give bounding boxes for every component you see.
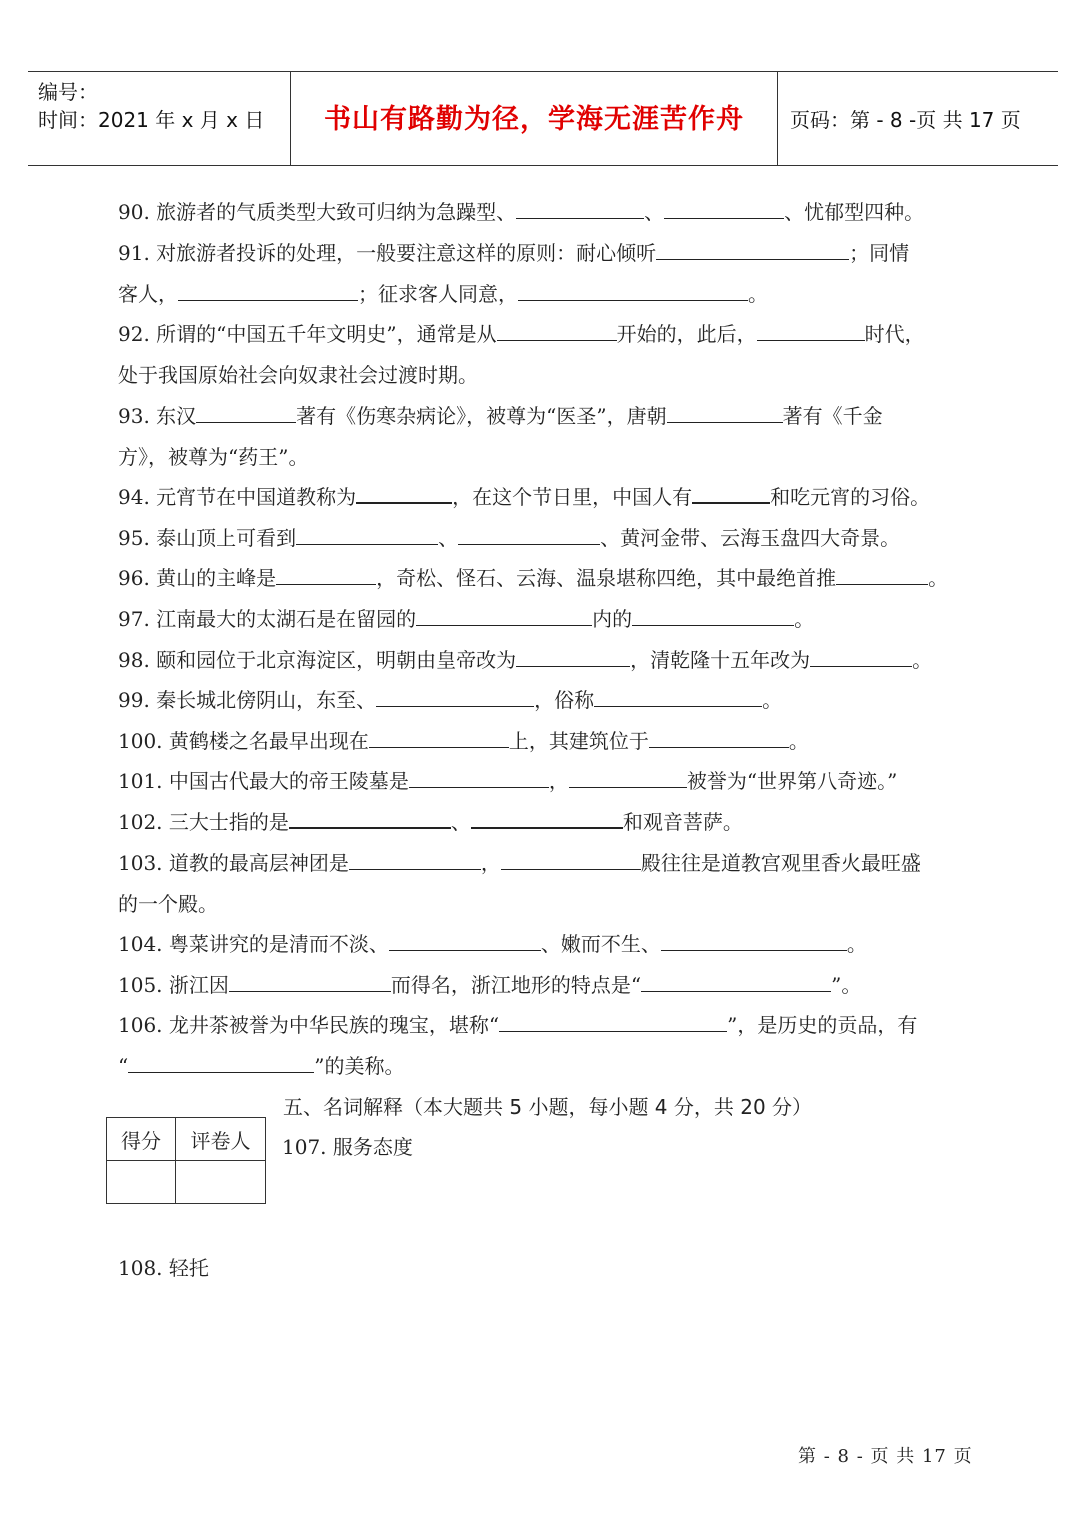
question-108: 108. 轻托 <box>118 1256 209 1280</box>
answer-blank[interactable] <box>389 930 541 951</box>
question-92: 92. 所谓的“中国五千年文明史”，通常是从 开始的，此后， 时代， 处于我国原始社会向奴隶社会过渡时期。 <box>118 322 925 387</box>
answer-blank[interactable] <box>128 1052 314 1073</box>
motto: 书山有路勤为径，学海无涯苦作舟 <box>324 104 744 135</box>
answer-blank[interactable] <box>632 605 794 626</box>
question-106: 106. 龙井茶被誉为中华民族的瑰宝，堪称“ ”，是历史的贡品，有 “ ”的美称。 <box>118 1013 918 1078</box>
answer-blank[interactable] <box>757 320 865 341</box>
question-101: 101. 中国古代最大的帝王陵墓是 ， 被誉为“世界第八奇迹。” <box>118 769 898 793</box>
question-104: 104. 粤菜讲究的是清而不淡、 、嫩而不生、 。 <box>118 932 867 956</box>
answer-blank[interactable] <box>810 646 912 667</box>
section-title: 五、名词解释（本大题共 5 小题，每小题 4 分，共 20 分） <box>283 1095 813 1119</box>
question-96: 96. 黄山的主峰是 ，奇松、怪石、云海、温泉堪称四绝，其中最绝首推 。 <box>118 566 949 590</box>
answer-blank[interactable] <box>196 402 296 423</box>
answer-blank[interactable] <box>649 727 789 748</box>
answer-blank[interactable] <box>376 686 534 707</box>
answer-blank[interactable] <box>349 849 481 870</box>
answer-blank[interactable] <box>664 198 784 219</box>
answer-blank[interactable] <box>594 686 762 707</box>
page-header <box>28 71 1058 166</box>
question-91: 91. 对旅游者投诉的处理，一般要注意这样的原则：耐心倾听 ；同情 客人， ；征求客人同意， 。 <box>118 241 910 306</box>
grader-cell[interactable] <box>176 1161 266 1204</box>
question-94: 94. 元宵节在中国道教称为 ，在这个节日里，中国人有 和吃元宵的习俗。 <box>118 477 988 518</box>
answer-blank[interactable] <box>178 280 358 301</box>
header-left <box>38 78 264 134</box>
time-label: 时间：2021 年 x 月 x 日 <box>38 108 265 132</box>
answer-blank[interactable] <box>692 482 770 504</box>
question-105: 105. 浙江因 而得名，浙江地形的特点是“ ”。 <box>118 973 862 997</box>
answer-blank[interactable] <box>667 402 783 423</box>
question-99: 99. 秦长城北傍阴山，东至、 ，俗称 。 <box>118 688 783 712</box>
answer-blank[interactable] <box>516 198 644 219</box>
answer-blank[interactable] <box>569 767 687 788</box>
answer-blank[interactable] <box>499 1011 727 1032</box>
answer-blank[interactable] <box>641 971 831 992</box>
answer-blank[interactable] <box>661 930 847 951</box>
answer-blank[interactable] <box>516 646 630 667</box>
answer-blank[interactable] <box>518 280 748 301</box>
question-98: 98. 颐和园位于北京海淀区，明朝由皇帝改为 ，清乾隆十五年改为 。 <box>118 648 933 672</box>
grader-header: 评卷人 <box>176 1118 266 1161</box>
answer-blank[interactable] <box>471 807 623 829</box>
answer-blank[interactable] <box>501 849 641 870</box>
answer-blank[interactable] <box>836 564 928 585</box>
score-header: 得分 <box>107 1118 176 1161</box>
answer-blank[interactable] <box>276 564 376 585</box>
answer-blank[interactable] <box>656 239 849 260</box>
score-cell[interactable] <box>107 1161 176 1204</box>
answer-blank[interactable] <box>229 971 391 992</box>
answer-blank[interactable] <box>369 727 509 748</box>
answer-blank[interactable] <box>356 482 452 504</box>
question-103: 103. 道教的最高层神团是 ， 殿往往是道教宫观里香火最旺盛 的一个殿。 <box>118 851 921 916</box>
page-footer: 第 - 8 - 页 共 17 页 <box>798 1446 973 1467</box>
answer-blank[interactable] <box>409 767 549 788</box>
answer-blank[interactable] <box>296 524 438 545</box>
question-90: 90. 旅游者的气质类型大致可归纳为急躁型、 、 、忧郁型四种。 <box>118 200 925 224</box>
question-93: 93. 东汉 著有《伤寒杂病论》，被尊为“医圣”，唐朝 著有《千金 方》，被尊为“药王”。 <box>118 404 883 469</box>
number-label: 编号： <box>38 80 98 104</box>
question-102: 102. 三大士指的是 、 和观音菩萨。 <box>118 802 988 843</box>
answer-blank[interactable] <box>416 605 592 626</box>
question-100: 100. 黄鹤楼之名最早出现在 上，其建筑位于 。 <box>118 729 809 753</box>
question-95: 95. 泰山顶上可看到 、 、黄河金带、云海玉盘四大奇景。 <box>118 526 901 550</box>
question-97: 97. 江南最大的太湖石是在留园的 内的 。 <box>118 607 815 631</box>
answer-blank[interactable] <box>289 807 451 829</box>
question-107: 107. 服务态度 <box>282 1135 413 1159</box>
score-table <box>106 1117 266 1204</box>
answer-blank[interactable] <box>458 524 600 545</box>
header-page-label: 页码：第 - 8 -页 共 17 页 <box>790 108 1021 132</box>
answer-blank[interactable] <box>497 320 617 341</box>
header-divider <box>777 72 778 165</box>
